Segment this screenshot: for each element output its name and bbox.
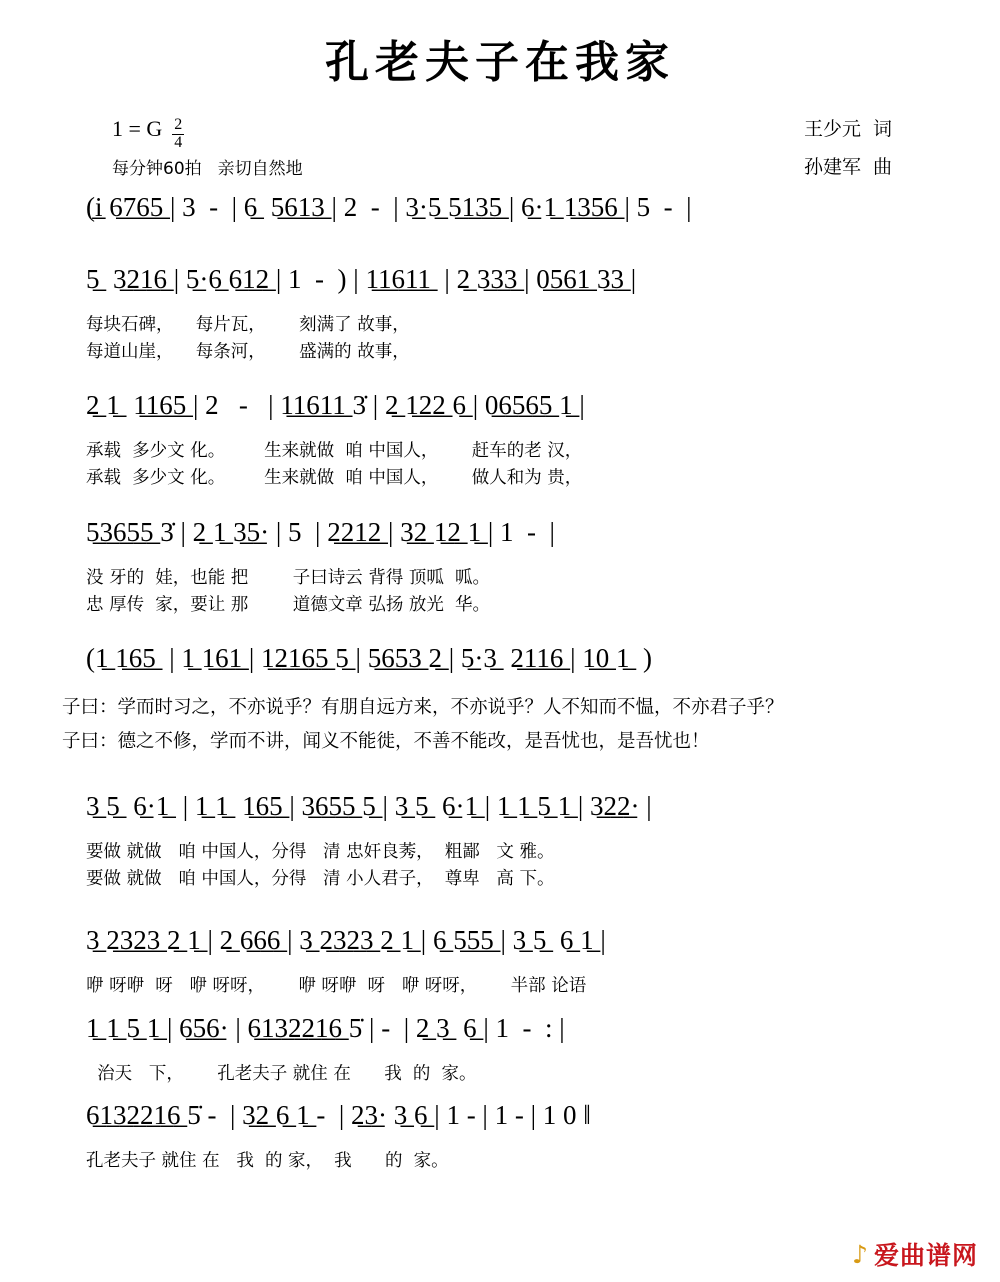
- lyric-line: 每道山崖， 每条河， 盛满的 故事，: [86, 342, 410, 363]
- music-system: [0, 516, 1000, 619]
- notation-line: 5̲3̲6̲5̲5̲ 3̇ | 2̲ 1̲ 3̲5̲· | 5 | 2̲2̲1̲2̲ | 3̲2̲ 1̲2̲ 1̲ | 1 - |: [86, 516, 555, 547]
- composer-name: 孙建军: [803, 156, 861, 178]
- music-system: [0, 194, 1000, 240]
- notation-line: 3̲ 5̲ 6̲·1̲ | 1̲ 1̲ 1̲6̲5̲ | 3̲6̲5̲5̲ 5̲ | 3̲ 5̲ 6̲·1̲ | 1̲ 1̲ 5̲ 1̲ | 3̲2̲2̲· |: [86, 791, 652, 822]
- key-signature: 1 = G: [112, 116, 163, 141]
- music-system: [0, 1012, 1000, 1088]
- notation-line: 5̲ 3̲2̲1̲6̲ | 5̲·6̲ 6̲1̲2̲ | 1 - ) | 1̲1̲6̲1̲1̲ | 2̲ 3̲3̲3̲ | 0̲5̲6̲1̲ 3̲3̲ |: [86, 264, 637, 294]
- music-system: [0, 793, 1000, 893]
- expression-marking: 亲切自然地: [217, 159, 303, 179]
- music-system: [0, 266, 1000, 366]
- lyricist-role: 词: [872, 118, 892, 140]
- tempo-marking: [112, 154, 303, 179]
- site-watermark: [852, 1236, 978, 1272]
- music-system: [0, 927, 1000, 1000]
- lyric-line: 每块石碑， 每片瓦， 刻满了 故事，: [86, 315, 410, 335]
- music-system: [0, 642, 1000, 691]
- lyric-line: 治天 下， 孔老夫子 就住 在 我 的 家。: [86, 1063, 477, 1084]
- tempo-bpm: 每分钟60拍: [112, 159, 202, 179]
- prose-quote: 子曰：德之不修，学而不讲，闻义不能徙，不善不能改，是吾忧也，是吾忧也！: [62, 730, 710, 752]
- music-system: [0, 1099, 1000, 1175]
- time-signature-denominator: 4: [174, 133, 183, 151]
- notation-line: (i̲ 6̲7̲6̲5̲ | 3 - | 6̲ 5̲6̲1̲3̲ | 2 - | 3̲·5̲ 5̲1̲3̲5̲ | 6̲·1̲ 1̲3̲5̲6̲ | 5 - |: [86, 192, 692, 222]
- lyric-line: 孔老夫子 就住 在 我 的 家， 我 的 家。: [86, 1150, 449, 1171]
- music-system: [0, 392, 1000, 492]
- composer-role: 曲: [872, 156, 892, 178]
- notation-line: 3̲ 2̲3̲2̲3̲ 2̲ 1̲ | 2̲ 6̲6̲6̲ | 3̲ 2̲3̲2̲3̲ 2̲ 1̲ | 6̲ 5̲5̲5̲ | 3̲ 5̲ 6̲ 1̲ |: [86, 925, 606, 956]
- notation-line: 2̲ 1̲ 1̲1̲6̲5̲ | 2 - | 1̲1̲6̲1̲1̲ 3̇ | 2̲ 1̲2̲2̲ 6̲ | 0̲6̲5̲6̲5̲ 1̲ |: [86, 390, 585, 421]
- lyric-line: 没 牙的 娃，也能 把 子曰诗云 背得 顶呱 呱。: [86, 567, 491, 588]
- lyric-line: 要做 就做 咱 中国人，分得 清 小人君子， 尊卑 高 下。: [86, 869, 555, 890]
- lyric-line: 承载 多少文 化。 生来就做 咱 中国人， 做人和为 贵，: [86, 468, 583, 489]
- notation-line: 6̲1̲3̲2̲2̲1̲6̲ 5̇ - | 3̲2̲ 6̲ 1̲ - | 2̲3̲· 3̲ 6̲ | 1 - | 1 - | 1 0 ‖: [86, 1099, 591, 1130]
- time-signature-numerator: 2: [174, 116, 183, 133]
- prose-quote: 子曰：学而时习之，不亦说乎？有朋自远方来，不亦说乎？人不知而不愠，不亦君子乎？: [62, 696, 784, 718]
- lyric-line: 咿 呀咿 呀 咿 呀呀， 咿 呀咿 呀 咿 呀呀， 半部 论语: [86, 976, 587, 997]
- music-note-icon: ♪: [852, 1239, 868, 1269]
- credit-lyricist: [804, 110, 892, 148]
- notation-line: 1̲ 1̲ 5̲ 1̲ | 6̲5̲6̲· | 6̲1̲3̲2̲2̲1̲6̲ 5̇ | - | 2̲ 3̲ 6̲ | 1 - : |: [86, 1012, 565, 1043]
- page-title: 孔老夫子在我家: [325, 37, 675, 88]
- lyric-line: 承载 多少文 化。 生来就做 咱 中国人， 赶车的老 汉，: [86, 441, 583, 462]
- notation-line: (1̲ 1̲6̲5̲ | 1̲ 1̲6̲1̲ | 1̲2̲1̲6̲5̲ 5̲ | 5̲6̲5̲3̲ 2̲ | 5̲·3̲ 2̲1̲1̲6̲ | 1̲0̲ 1̲ ): [86, 642, 652, 673]
- credits-block: [804, 110, 892, 186]
- credit-composer: [804, 148, 892, 186]
- lyric-line: 忠 厚传 家，要让 那 道德文章 弘扬 放光 华。: [86, 594, 491, 615]
- score-header: [0, 108, 1000, 194]
- key-signature-block: [112, 116, 184, 152]
- watermark-text: 爱曲谱网: [873, 1241, 978, 1270]
- lyric-line: 要做 就做 咱 中国人，分得 清 忠奸良莠， 粗鄙 文 雅。: [86, 842, 555, 863]
- time-signature: [172, 117, 184, 152]
- lyricist-name: 王少元: [803, 118, 861, 140]
